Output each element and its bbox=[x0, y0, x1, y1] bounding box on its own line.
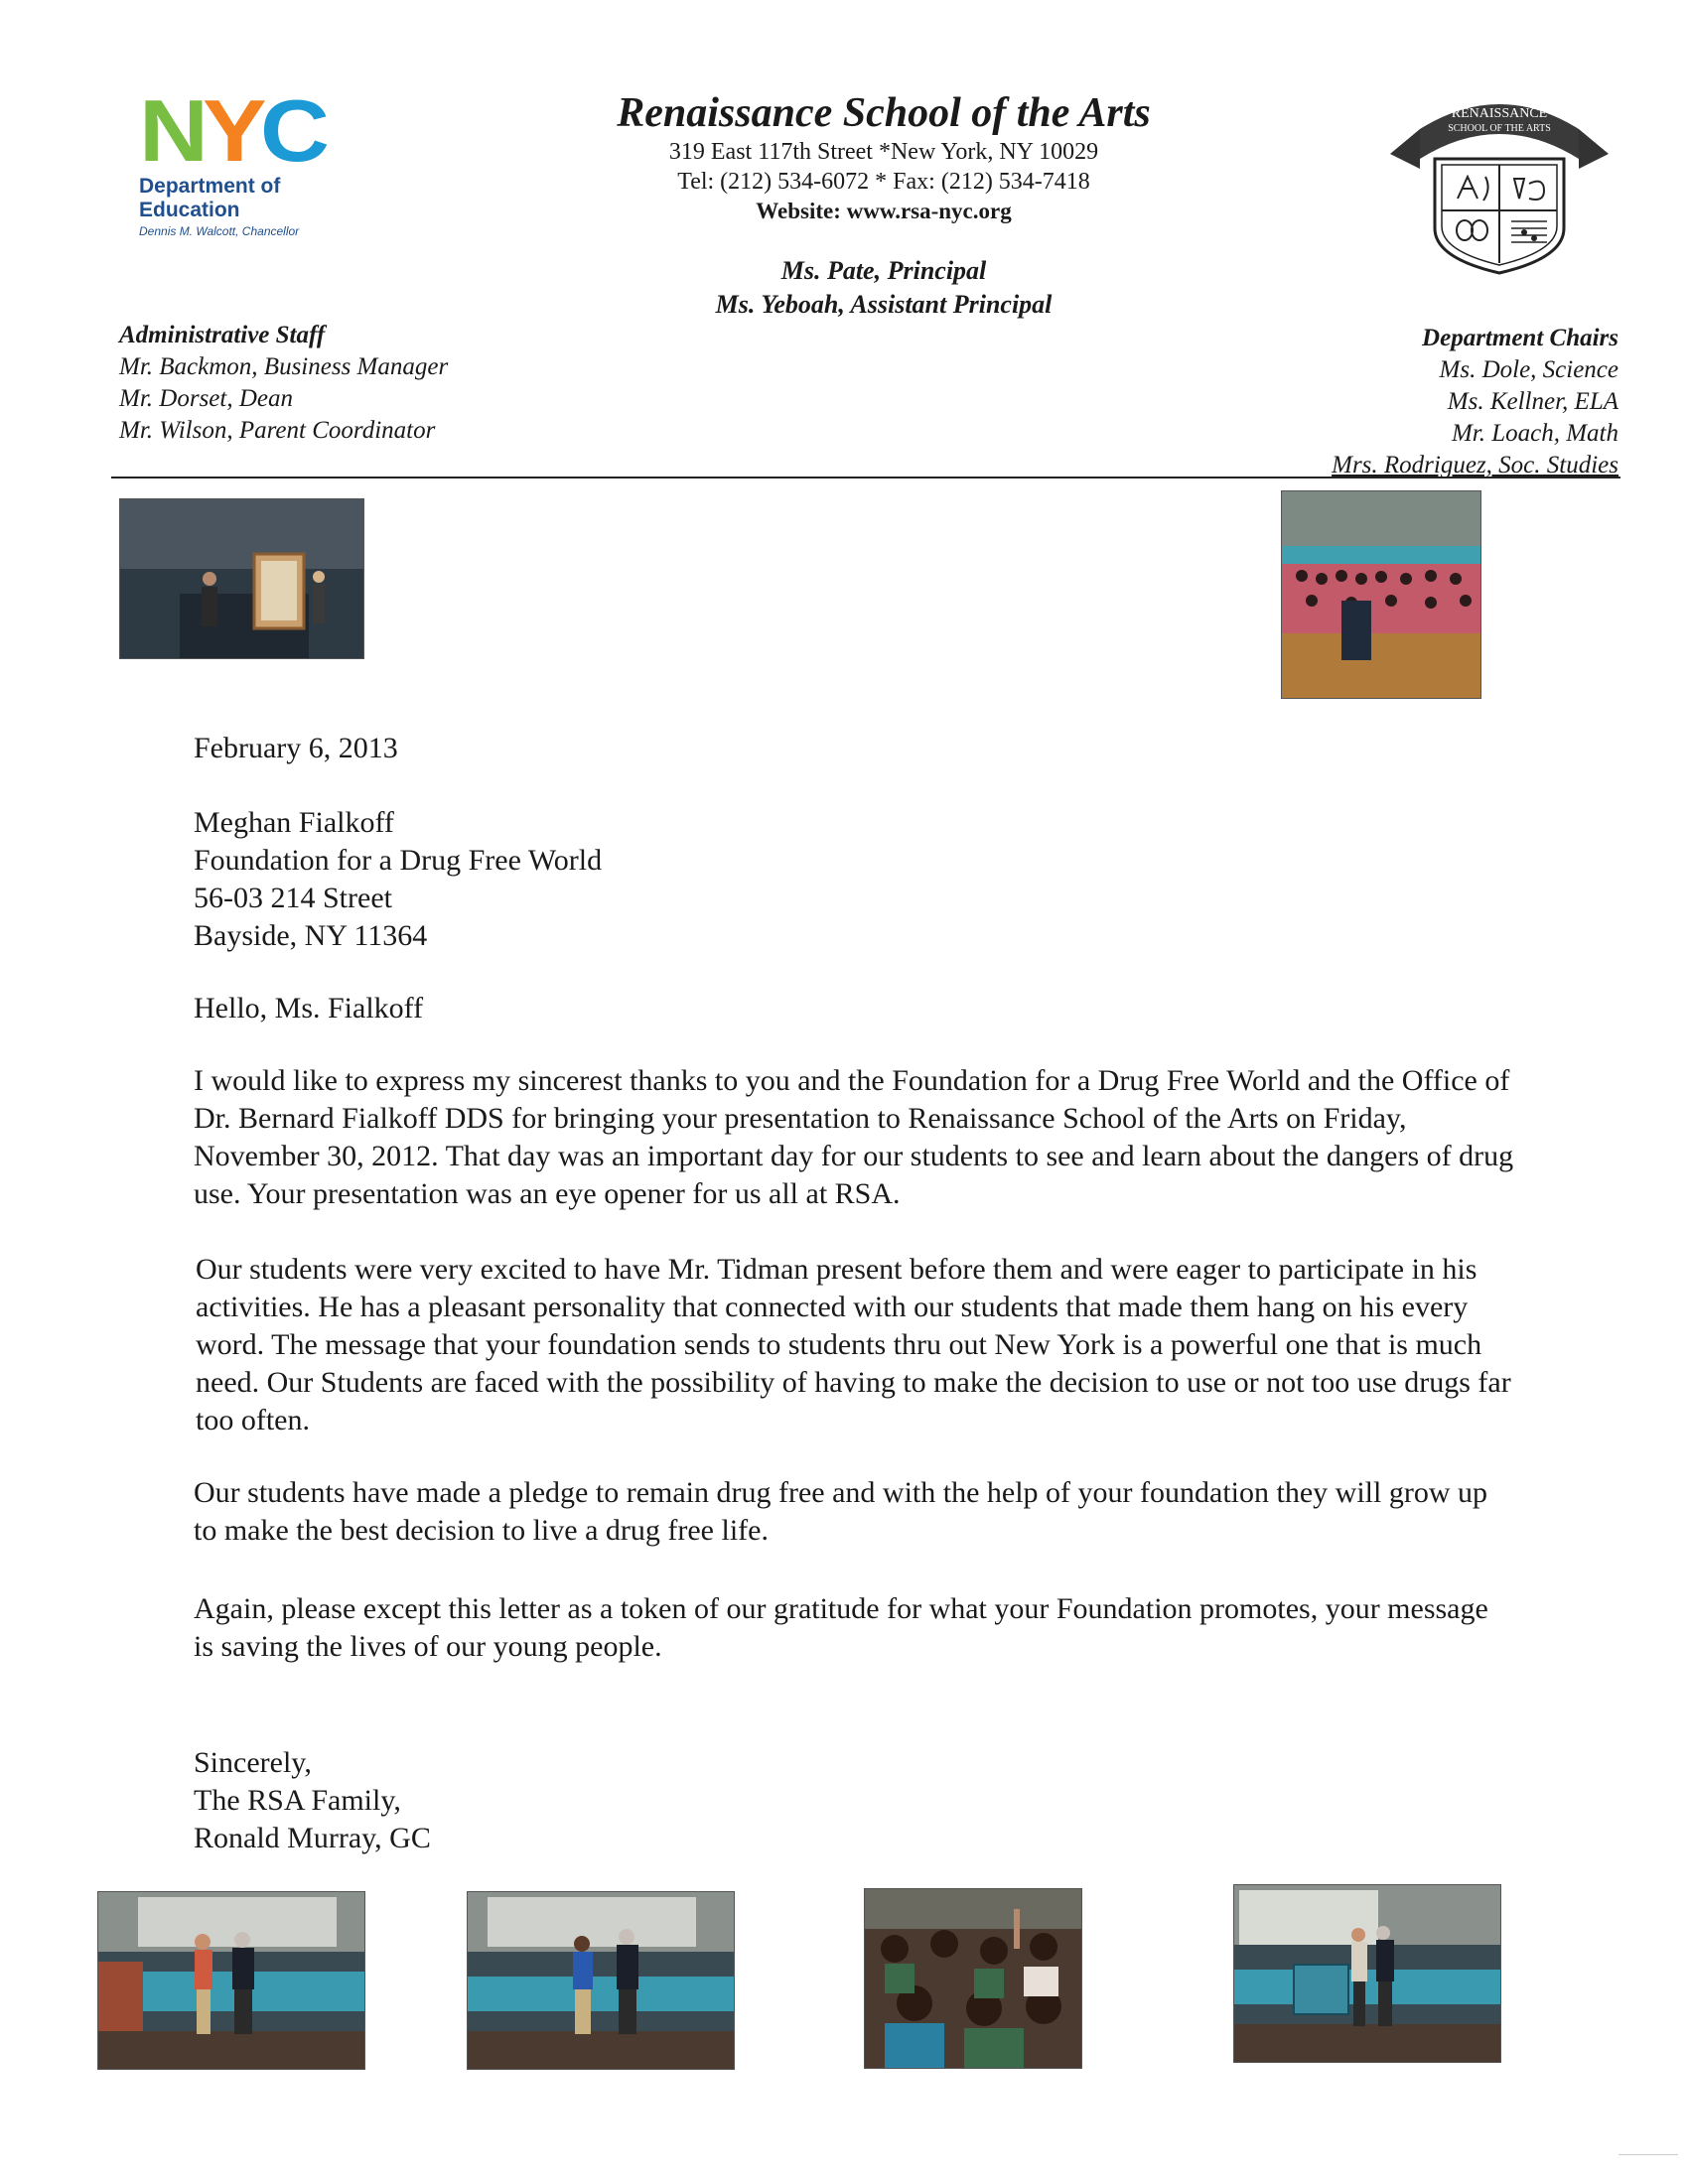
letter-paragraph: Again, please except this letter as a token of our gratitude for what your Foundation promotes, your message is saving the lives of our young people. bbox=[194, 1592, 1488, 1663]
letter-paragraph: Our students were very excited to have Mr. Tidman present before them and were eager to participate in his activities. He has a pleasant personality that connected with our students that made them hang on his every word. The message that your foundation sends to students thru out New York is a powerful one that is much need. Our Students are faced with the possibility of having to make the decision to use or not too use drugs far too often. bbox=[196, 1253, 1511, 1436]
letter-closing bbox=[194, 1744, 431, 1857]
nyc-doe-logo bbox=[139, 81, 377, 238]
school-address: 319 East 117th Street *New York, NY 10029 bbox=[668, 139, 1099, 165]
chair-member: Ms. Kellner, ELA bbox=[1447, 388, 1618, 415]
chair-member: Ms. Dole, Science bbox=[1439, 356, 1618, 383]
department-line-2: Education bbox=[139, 199, 240, 221]
administrative-staff-block bbox=[119, 320, 448, 447]
chancellor-line: Dennis M. Walcott, Chancellor bbox=[139, 224, 300, 238]
letter-paragraph: Our students have made a pledge to remain drug free and with the help of your foundation they will grow up to make the best decision to live a drug free life. bbox=[194, 1476, 1487, 1547]
department-chairs-title: Department Chairs bbox=[1422, 325, 1618, 351]
closing-signatory: Ronald Murray, GC bbox=[194, 1822, 431, 1854]
photo-presentation-poster bbox=[119, 498, 364, 659]
letter-paragraph: I would like to express my sincerest thanks to you and the Foundation for a Drug Free World and the Office of Dr. Bernard Fialkoff DDS for bringing your presentation to Renaissance School of the Arts on Friday, November 30, 2012. That day was an important day for our students to see and learn about the dangers of drug use. Your presentation was an eye opener for us all at RSA. bbox=[194, 1064, 1514, 1210]
school-crest-logo bbox=[1380, 60, 1618, 278]
staff-member: Mr. Backmon, Business Manager bbox=[119, 353, 449, 380]
photo-stage-presenters-2 bbox=[467, 1891, 735, 2070]
chair-member: Mrs. Rodriguez, Soc. Studies bbox=[1332, 452, 1618, 478]
closing-sender-group: The RSA Family, bbox=[194, 1784, 401, 1817]
closing-salutation: Sincerely, bbox=[194, 1746, 312, 1779]
crest-banner-line-1: RENAISSANCE bbox=[1451, 106, 1548, 121]
chair-member: Mr. Loach, Math bbox=[1451, 420, 1618, 447]
recipient-street: 56-03 214 Street bbox=[194, 882, 392, 914]
recipient-organization: Foundation for a Drug Free World bbox=[194, 844, 603, 877]
principal-line: Ms. Pate, Principal bbox=[780, 256, 987, 285]
scan-edge-mark bbox=[1618, 2154, 1678, 2156]
assistant-principal-line: Ms. Yeboah, Assistant Principal bbox=[715, 290, 1053, 319]
photo-stage-presenters-1 bbox=[97, 1891, 365, 2070]
school-name: Renaissance School of the Arts bbox=[617, 90, 1151, 136]
staff-member: Mr. Dorset, Dean bbox=[119, 385, 293, 412]
nyc-letter-n: N bbox=[139, 81, 207, 180]
school-letterhead bbox=[536, 89, 1231, 322]
school-phone-fax: Tel: (212) 534-6072 * Fax: (212) 534-7418 bbox=[677, 169, 1090, 195]
department-line-1: Department of bbox=[139, 175, 281, 198]
nyc-letter-c: C bbox=[260, 81, 328, 180]
department-chairs-block bbox=[1332, 323, 1618, 481]
recipient-address bbox=[194, 804, 602, 955]
nyc-letter-y: Y bbox=[202, 81, 264, 180]
letter-date: February 6, 2013 bbox=[194, 732, 398, 764]
department-of-education-label bbox=[139, 175, 377, 222]
photo-stage-banner bbox=[1233, 1884, 1501, 2063]
photo-student-audience bbox=[1281, 490, 1481, 699]
school-website: Website: www.rsa-nyc.org bbox=[756, 199, 1012, 223]
nyc-wordmark bbox=[139, 81, 377, 180]
header-divider bbox=[111, 477, 1620, 478]
photo-students-raising-hands bbox=[864, 1888, 1082, 2069]
letter-greeting: Hello, Ms. Fialkoff bbox=[194, 992, 424, 1024]
administrative-staff-title: Administrative Staff bbox=[119, 322, 326, 348]
recipient-name: Meghan Fialkoff bbox=[194, 806, 394, 839]
crest-banner-line-2: SCHOOL OF THE ARTS bbox=[1448, 123, 1551, 134]
staff-member: Mr. Wilson, Parent Coordinator bbox=[119, 417, 436, 444]
recipient-city: Bayside, NY 11364 bbox=[194, 919, 428, 952]
